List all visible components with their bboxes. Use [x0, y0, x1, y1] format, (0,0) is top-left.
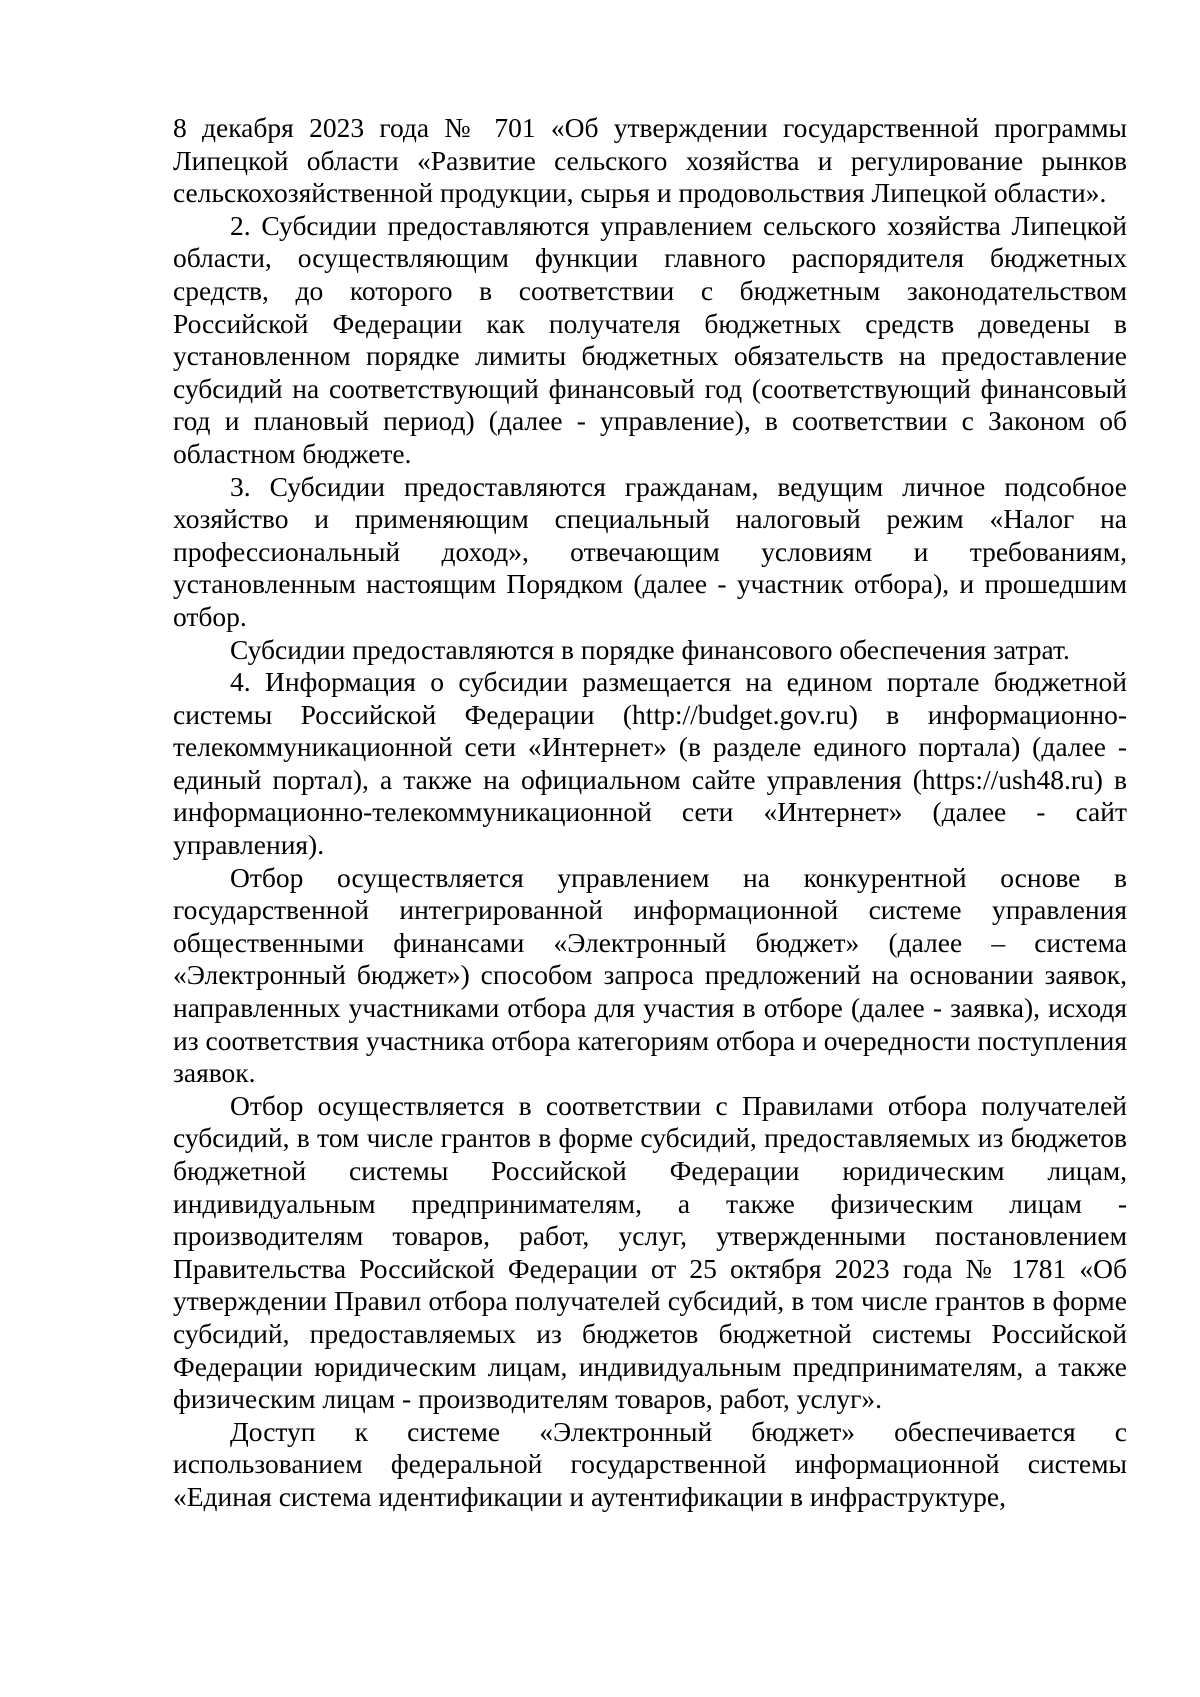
paragraph-financing: Субсидии предоставляются в порядке финансового обеспечения затрат.: [230, 633, 1070, 665]
paragraph-item-3: 3. Субсидии предоставляются гражданам, ведущим личное подсобное хозяйство и применяющим специальный налоговый режим «Налог на профессиональный доход», отвечающим условиям и требованиям, установленным настоящим Порядком (далее - участник отбора), и прошедшим отбор.: [173, 470, 1127, 632]
paragraph-selection-rules: Отбор осуществляется в соответствии с Правилами отбора получателей субсидий, в том числе грантов в форме субсидий, предоставляемых из бюджетов бюджетной системы Российской Федерации юридическим лицам, индивидуальным предпринимателям, а также физическим лицам - производителям товаров, работ, услуг, утвержденными постановлением Правительства Российской Федерации от 25 октября 2023 года № 1781 «Об утверждении Правил отбора получателей субсидий, в том числе грантов в форме субсидий, предоставляемых из бюджетов бюджетной системы Российской Федерации юридическим лицам, индивидуальным предпринимателям, а также физическим лицам - производителям товаров, работ, услуг».: [173, 1089, 1127, 1415]
document-page: [173, 112, 1127, 1514]
paragraph-item-4: 4. Информация о субсидии размещается на едином портале бюджетной системы Российской Федерации (http://budget.gov.ru) в информационно-телекоммуникационной сети «Интернет» (в разделе единого портала) (далее - единый портал), а также на официальном сайте управления (https://ush48.ru) в информационно-телекоммуникационной сети «Интернет» (далее - сайт управления).: [173, 666, 1127, 861]
paragraph-selection-procedure: Отбор осуществляется управлением на конкурентной основе в государственной интегрированной информационной системе управления общественными финансами «Электронный бюджет» (далее – система «Электронный бюджет») способом запроса предложений на основании заявок, направленных участниками отбора для участия в отборе (далее - заявка), исходя из соответствия участника отбора категориям отбора и очередности поступления заявок.: [173, 861, 1127, 1089]
paragraph-system-access: Доступ к системе «Электронный бюджет» обеспечивается с использованием федеральной государственной информационной системы «Единая система идентификации и аутентификации в инфраструктуре,: [173, 1415, 1127, 1512]
paragraph-decree-reference: 8 декабря 2023 года № 701 «Об утверждении государственной программы Липецкой области «Развитие сельского хозяйства и регулирование рынков сельскохозяйственной продукции, сырья и продовольствия Липецкой области».: [173, 112, 1127, 209]
paragraph-item-2: 2. Субсидии предоставляются управлением сельского хозяйства Липецкой области, осуществляющим функции главного распорядителя бюджетных средств, до которого в соответствии с бюджетным законодательством Российской Федерации как получателя бюджетных средств доведены в установленном порядке лимиты бюджетных обязательств на предоставление субсидий на соответствующий финансовый год (соответствующий финансовый год и плановый период) (далее - управление), в соответствии с Законом об областном бюджете.: [173, 209, 1127, 469]
